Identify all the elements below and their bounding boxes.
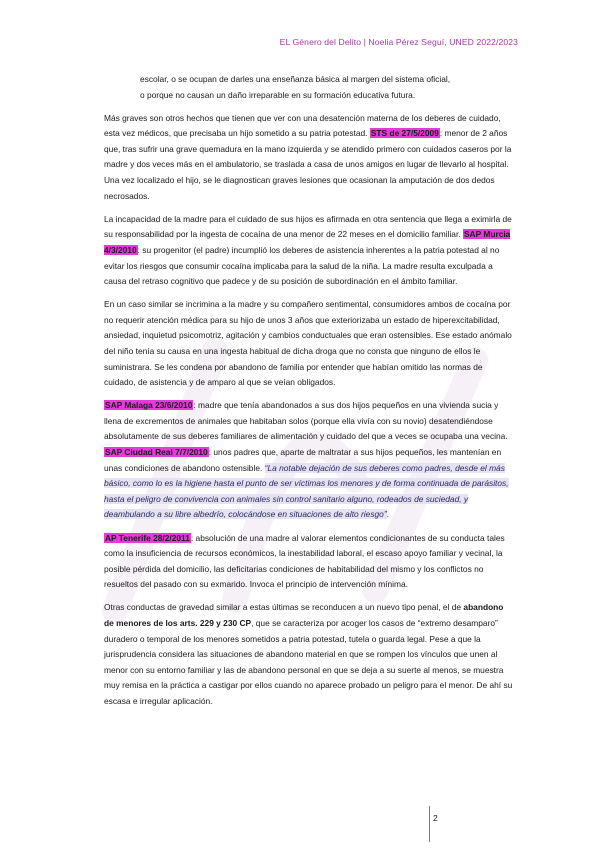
page-header: EL Género del Delito | Noelia Pérez Seguí, UNED 2022/2023	[279, 37, 518, 47]
text-run: : madre que tenía abandonados a sus dos hijos pequeños en una vivienda sucia y llena de excrementos de animales que habitaban solos (porque ella vivía con su novio) desatendiéndose absolutamente de sus deberes familiares de alimentación y cuidado del que a veces se ocupaba una vecina.	[104, 400, 508, 442]
text-run: : absolución de una madre al valorar elementos condicionantes de su conducta tales como la insuficiencia de recursos económicos, la inestabilidad laboral, el escaso apoyo familiar y vecinal, la posible pérdida del domicilio, las deficitarias condiciones de habitabilidad del mismo y los conflictos no resueltos del pasado con su exmarido. Invoca el principio de intervención mínima.	[104, 532, 505, 590]
indent-line: o porque no causan un daño irreparable en su formación educativa futura.	[140, 89, 416, 100]
indent-line: escolar, o se ocupan de darles una enseñanza básica al margen del sistema oficial,	[140, 74, 451, 84]
highlighted-citation: AP Tenerife 28/2/2011	[105, 532, 190, 543]
paragraph-5	[104, 531, 515, 593]
paragraph-4	[104, 398, 515, 523]
text-run: Otras conductas de gravedad similar a estas últimas se reconducen a un nuevo tipo penal, el de	[104, 602, 464, 613]
text-run: , que se caracteriza por acoger los casos de “extremo desamparo” duradero o temporal de los menores sometidos a patria potestad, tutela o guarda legal. Pese a que la jurisprudencia considera las situaciones de abandono material en que se rompen los vínculos que unen al menor con su entorno familiar y las de abandono personal en que se deja a su suerte al menos, se muestra muy remisa en la práctica a castigar por ellos cuando no aparece probado un peligro para el menor. De ahí su escasa e irregular aplicación.	[104, 618, 513, 706]
paragraph-3: En un caso similar se incrimina a la madre y su compañero sentimental, consumidores ambos de cocaína por no requerir atención médica para su hijo de unos 3 años que exteriorizaba un estado de hiperexcitabilidad, ansiedad, inquietud psicomotriz, agitación y cambios conductuales que eran ostensibles. Ese estado anómalo del niño tenía su causa en una ingesta habitual de dicha droga que no consta que ninguno de ellos le suministrara. Se les condena por abandono de familia por entender que habían omitido las normas de cuidado, de asistencia y de amparo al que se veían obligados.	[104, 299, 512, 388]
text-run: : menor de 2 años que, tras sufrir una grave quemadura en la mano izquierda y se atendido primero con cuidados caseros por la madre y dos veces más en el ambulatorio, se traslada a casa de unos amigos en lugar de llevarlo al hospital. Una vez localizado el hijo, se le diagnostican graves lesiones que ocasionan la amputación de dos dedos necrosados.	[104, 128, 512, 201]
highlighted-citation: STS de 27/5/2009	[370, 128, 439, 139]
footer-divider	[429, 806, 430, 842]
highlighted-quote: “La notable dejación de sus deberes como padres, desde el más básico, como lo es la higiene hasta el punto de ser víctimas los menores y de forma continuada de parásitos, hasta el peligro de convivencia con animales sin control sanitario alguno, rodeados de suciedad, y deambulando a su libre albedrío, colocándose en situaciones de alto riesgo”	[104, 462, 509, 520]
bold-term: abandono de menores de los arts. 229 y 230 CP	[104, 602, 504, 628]
page-number: 2	[433, 813, 438, 823]
highlighted-citation: SAP Malaga 23/6/2010	[105, 400, 193, 411]
highlighted-citation: SAP Murcia 4/3/2010	[104, 229, 511, 255]
text-run: : unos padres que, aparte de maltratar a sus hijos pequeños, les mantenían en unas condiciones de abandono ostensible.	[104, 447, 502, 473]
indented-continuation	[104, 72, 515, 103]
text-run: .	[386, 509, 389, 520]
paragraph-1	[104, 111, 515, 205]
text-run: La incapacidad de la madre para el cuidado de sus hijos es afirmada en otra sentencia que llega a eximirla de su responsabilidad por la ingesta de cocaína de una menor de 22 meses en el domicilio familiar.	[104, 213, 512, 240]
paragraph-6	[104, 600, 515, 709]
text-run: : su progenitor (el padre) incumplió los deberes de asistencia inherentes a la patria potestad al no evitar los riesgos que consumir cocaína implicaba para la salud de la niña. La madre resulta exculpada a causa del retraso cognitivo que padece y de su posición de subordinación en el ámbito familiar.	[104, 244, 500, 287]
highlighted-citation: SAP Ciudad Real 7/7/2010	[105, 447, 208, 458]
paragraph-2	[104, 212, 515, 290]
document-body	[104, 72, 515, 717]
text-run: Más graves son otros hechos que tienen que ver con una desatención materna de los deberes de cuidado, esta vez médicos, que precisaba un hijo sometido a su patria potestad.	[104, 112, 501, 139]
